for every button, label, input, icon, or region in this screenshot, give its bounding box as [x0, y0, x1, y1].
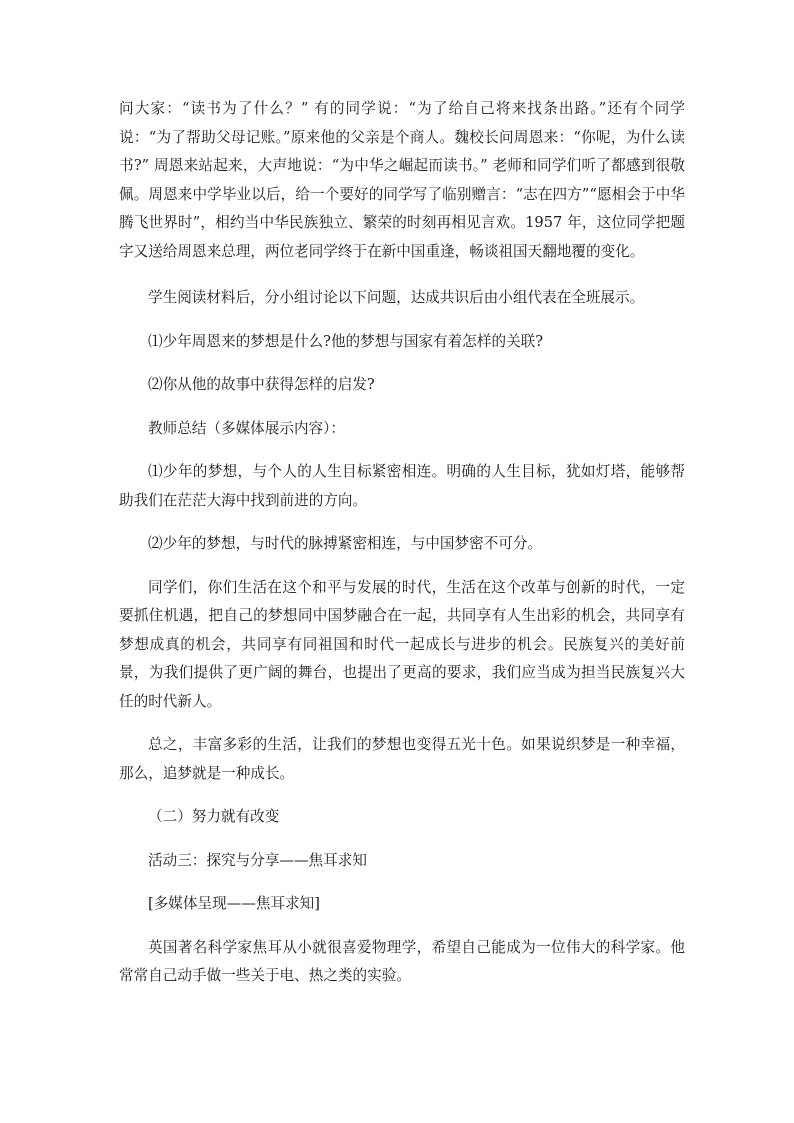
- paragraph-zhou-enlai-story: 问大家：“读书为了什么？” 有的同学说：“为了给自己将来找条出路。”还有个同学说：“为了帮助父母记账。”原来他的父亲是个商人。魏校长问周恩来：“你呢，为什么读书?” 周恩来站起来，大声地说：“为中华之崛起而读书。” 老师和同学们听了都感到很敬佩。周恩来中学毕业以后，给一个要好的同学写了临别赠言：“志在四方”“愿相会于中华腾飞世界时”，相约当中华民族独立、繁荣的时刻再相见言欢。1957 年，这位同学把题字又送给周恩来总理，两位老同学终于在新中国重逢，畅谈祖国天翻地覆的变化。: [119, 100, 685, 260]
- document-body: [119, 95, 685, 991]
- multimedia-label: [多媒体呈现——焦耳求知]: [148, 895, 320, 912]
- summary-point-1: ⑴少年的梦想，与个人的人生目标紧密相连。明确的人生目标，犹如灯塔，能够帮助我们在茫茫大海中找到前进的方向。: [119, 463, 685, 509]
- paragraph-joule: 英国著名科学家焦耳从小就很喜爱物理学，希望自己能成为一位伟大的科学家。他常常自己动手做一些关于电、热之类的实验。: [119, 938, 685, 984]
- paragraph-group-discussion: 学生阅读材料后，分小组讨论以下问题，达成共识后由小组代表在全班展示。: [148, 289, 645, 306]
- paragraph-classmates: 同学们，你们生活在这个和平与发展的时代，生活在这个改革与创新的时代，一定要抓住机遇，把自己的梦想同中国梦融合在一起，共同享有人生出彩的机会，共同享有梦想成真的机会，共同享有同祖国和时代一起成长与进步的机会。民族复兴的美好前景，为我们提供了更广阔的舞台，也提出了更高的要求，我们应当成为担当民族复兴大任的时代新人。: [119, 578, 685, 710]
- question-1: ⑴少年周恩来的梦想是什么?他的梦想与国家有着怎样的关联?: [148, 332, 544, 350]
- section-heading-effort: （二）努力就有改变: [148, 808, 280, 825]
- teacher-summary-heading: 教师总结（多媒体展示内容）：: [148, 419, 346, 437]
- summary-point-2: ⑵少年的梦想，与时代的脉搏紧密相连，与中国梦密不可分。: [148, 535, 543, 552]
- paragraph-conclusion: 总之，丰富多彩的生活，让我们的梦想也变得五光十色。如果说织梦是一种幸福，那么，追梦就是一种成长。: [119, 736, 685, 782]
- activity-three-heading: 活动三：探究与分享——焦耳求知: [148, 851, 367, 869]
- question-2: ⑵你从他的故事中获得怎样的启发?: [148, 376, 375, 393]
